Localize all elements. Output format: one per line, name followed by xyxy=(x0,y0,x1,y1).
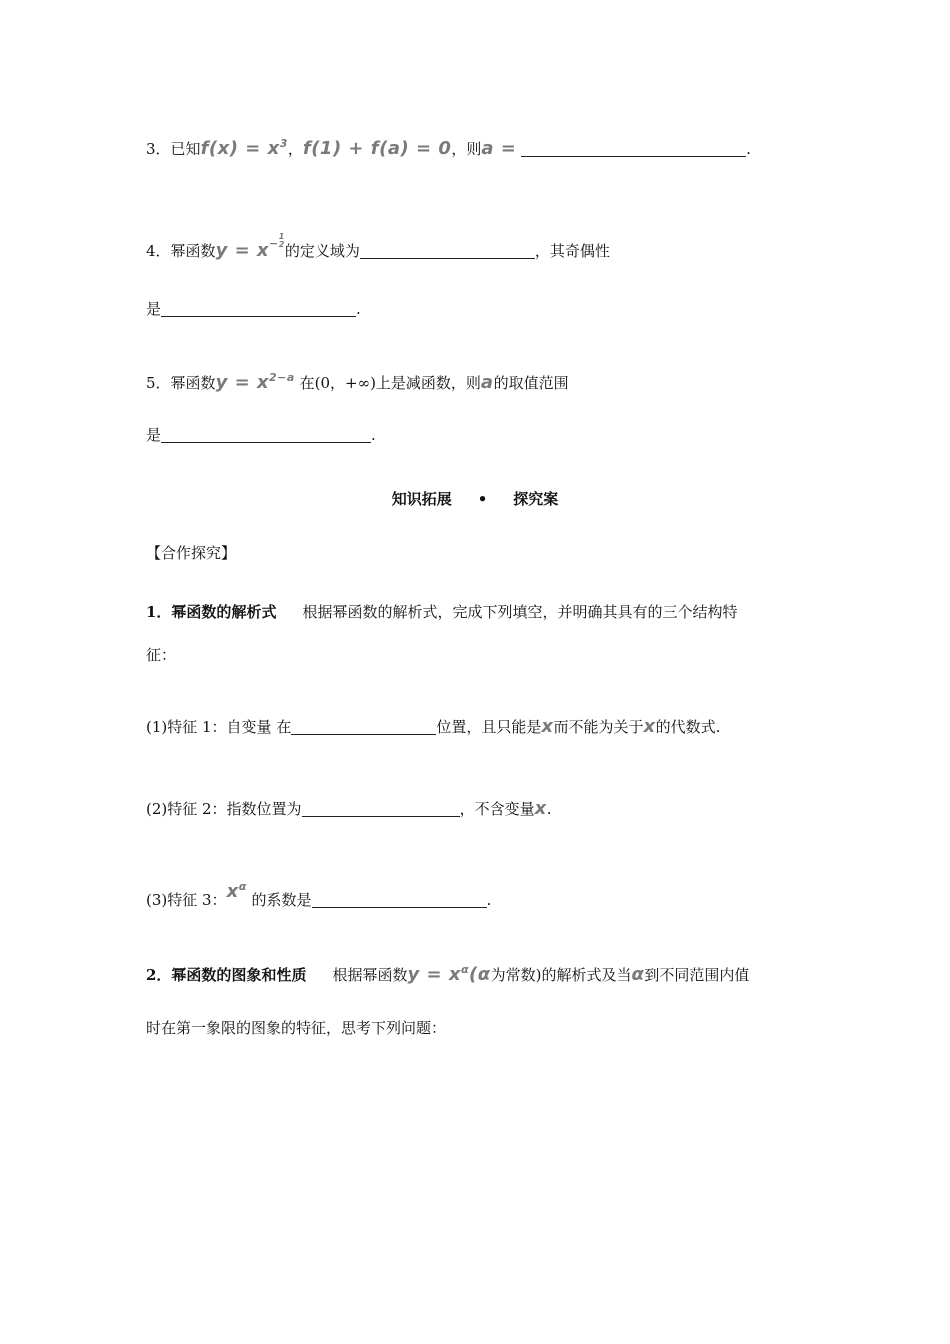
q3-number: 3． xyxy=(146,140,171,158)
question-5-line2: 是 . xyxy=(146,426,376,444)
item-2-formula: $y = x^\alpha(\alpha$ xyxy=(407,963,491,985)
q3-formula-fx: $f(x) = x^3$ xyxy=(200,137,288,159)
item-2-heading: 2．幂函数的图象和性质 xyxy=(146,966,307,984)
feature-1: (1)特征 1：自变量 在 位置，且只能是x而不能为关于x的代数式. xyxy=(146,716,721,737)
feature-3: (3)特征 3：$x^\alpha$ 的系数是 . xyxy=(146,880,492,909)
item-1-heading: 1．幂函数的解析式 xyxy=(146,603,277,621)
section-label: 【合作探究】 xyxy=(146,544,237,562)
feature-3-blank[interactable] xyxy=(312,893,487,908)
q3-formula-a: a = xyxy=(481,138,517,159)
item-2: 2．幂函数的图象和性质 根据幂函数$y = x^\alpha(\alpha$为常数)的解析式及当α到不同范围内值 xyxy=(146,963,750,985)
q4-parity-blank[interactable] xyxy=(161,302,356,317)
feature-1-blank[interactable] xyxy=(291,720,436,735)
q4-domain-blank[interactable] xyxy=(360,244,535,259)
q3-formula-condition: f(1) + f(a) = 0 xyxy=(302,138,452,159)
question-4: 4．幂函数y = x−1 2的定义域为 ，其奇偶性 xyxy=(146,232,610,261)
question-3: 3．已知$f(x) = x^3$，f(1) + f(a) = 0，则a = . xyxy=(146,137,751,159)
q4-formula: y = x−1 2 xyxy=(215,232,285,261)
feature-3-formula: $x^\alpha$ xyxy=(226,880,247,902)
feature-1-x-var: x xyxy=(541,716,554,737)
feature-2-blank[interactable] xyxy=(302,802,460,817)
item-1: 1．幂函数的解析式 根据幂函数的解析式，完成下列填空，并明确其具有的三个结构特 xyxy=(146,603,738,621)
question-5: 5．幂函数$y = x^{2-a}$ 在(0，+∞)上是减函数，则a的取值范围 xyxy=(146,371,569,393)
feature-1-x-var-2: x xyxy=(643,716,656,737)
title-bullet: • xyxy=(477,490,488,508)
q5-formula-a: a xyxy=(480,372,494,393)
question-4-line2: 是 . xyxy=(146,300,361,318)
feature-2: (2)特征 2：指数位置为 ，不含变量x. xyxy=(146,798,552,819)
q3-answer-blank[interactable] xyxy=(521,142,746,157)
item-2-alpha: α xyxy=(631,964,645,985)
item-1-line2: 征： xyxy=(146,646,177,664)
q5-number: 5． xyxy=(146,374,171,392)
q4-number: 4． xyxy=(146,242,171,260)
item-2-line2: 时在第一象限的图象的特征，思考下列问题： xyxy=(146,1019,447,1037)
section-title: 知识拓展 • 探究案 xyxy=(391,490,559,508)
feature-2-x-var: x xyxy=(534,798,547,819)
q5-formula: $y = x^{2-a}$ xyxy=(215,371,295,393)
q5-range-blank[interactable] xyxy=(161,428,371,443)
